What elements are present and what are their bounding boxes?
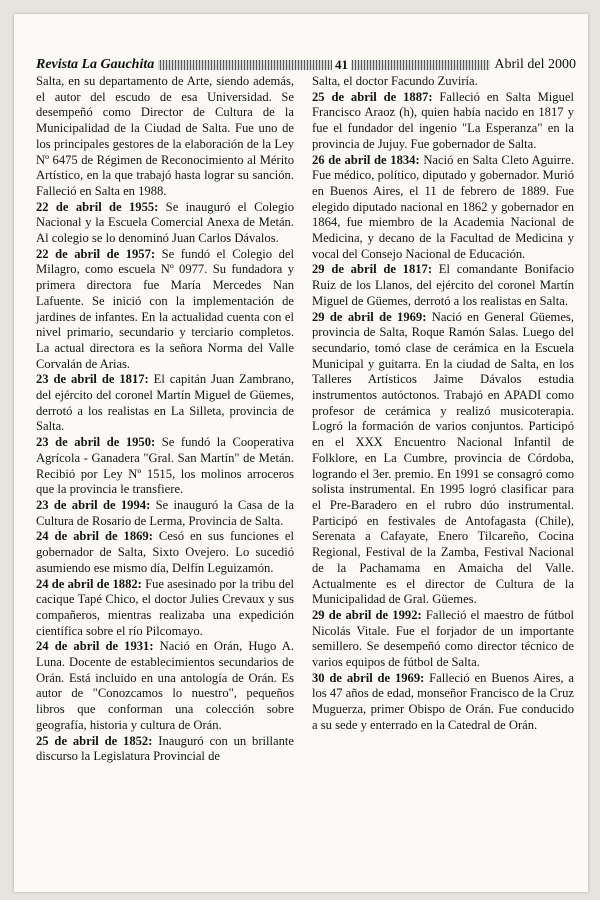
entry-text: Cesó en sus funciones el gobernador de Salta, Sixto Ovejero. Lo sucedió asumiendo ese mismo día, Delfín Leguizamón. <box>36 529 294 575</box>
header-rule <box>154 60 491 70</box>
entry-date: 29 de abril de 1992: <box>312 607 422 622</box>
ephemeris-entry <box>36 529 294 576</box>
entry-text: Se fundó el Colegio del Milagro, como escuela Nº 0977. Su fundadora y primera directora fue María Mercedes Nan Lafuente. Se inició con la implementación de jardines de infantes. En la actualidad cuenta con el nivel primario, secundario y terciario completos. La actual directora es la señora Norma del Valle Corvalán de Arias. <box>36 246 294 371</box>
left-column <box>36 74 294 765</box>
ephemeris-entry <box>36 74 294 200</box>
entry-text: Fue asesinado por la tribu del cacique Tapé Chico, el doctor Julies Crevaux y sus compañeros, mientras realizaba una expedición científica sobre el río Pilcomayo. <box>36 576 294 638</box>
entry-date: 23 de abril de 1994: <box>36 497 151 512</box>
ephemeris-entry <box>36 435 294 498</box>
ephemeris-entry <box>36 247 294 373</box>
entry-text: Falleció en Salta Miguel Francisco Araoz (h), quien había nacido en 1817 y fue el fundador del ingenio "La Esperanza" en la provincia de Jujuy. Fue gobernador de Salta. <box>312 89 574 151</box>
entry-date: 29 de abril de 1969: <box>312 309 427 324</box>
entry-text: Falleció en Buenos Aires, a los 47 años de edad, monseñor Francisco de la Cruz Muguerza, primer Obispo de Orán. Fue conducido a su sede y enterrado en la Catedral de Orán. <box>312 670 574 732</box>
ephemeris-entry <box>312 262 574 309</box>
entry-date: 24 de abril de 1931: <box>36 639 154 654</box>
ephemeris-entry <box>312 671 574 734</box>
entry-text: Salta, en su departamento de Arte, siendo además, el autor del escudo de esa Universidad. Se desempeñó como Director de Cultura de la Municipalidad de la Ciudad de Salta. Fue uno de los principales gestores de la elaboración de la Ley Nº 6475 de Régimen de Reconocimiento al Mérito Artístico, en la que trabajó hasta lograr su sanción. Falleció en Salta en 1988. <box>36 74 294 198</box>
ephemeris-entry <box>36 639 294 733</box>
ephemeris-entry <box>36 577 294 640</box>
entry-text: Se inauguró el Colegio Nacional y la Escuela Comercial Anexa de Metán. Al colegio se lo denominó Juan Carlos Dávalos. <box>36 199 294 246</box>
ephemeris-entry <box>312 310 574 608</box>
entry-text: El comandante Bonifacio Ruiz de los Llanos, del ejército del coronel Martín Miguel de Güemes, derrotó a los realistas en Salta. <box>312 262 574 308</box>
ephemeris-entry <box>312 90 574 153</box>
ephemeris-entry <box>36 734 294 765</box>
entry-date: 26 de abril de 1834: <box>312 152 420 167</box>
entry-date: 22 de abril de 1955: <box>36 199 159 214</box>
entry-text: Salta, el doctor Facundo Zuviría. <box>312 74 478 88</box>
entry-text: Se inauguró la Casa de la Cultura de Rosario de Lerma, Provincia de Salta. <box>36 497 294 528</box>
ephemeris-entry <box>36 200 294 247</box>
ephemeris-entry <box>312 153 574 263</box>
entry-text: Falleció el maestro de fútbol Nicolás Vitale. Fue el forjador de un importante semillero. Se desempeñó como director técnico de varios equipos de fútbol de Salta. <box>312 607 574 670</box>
entry-date: 24 de abril de 1869: <box>36 529 153 544</box>
ephemeris-entry <box>36 498 294 529</box>
entry-date: 23 de abril de 1950: <box>36 435 156 450</box>
entry-text: Se fundó la Cooperativa Agrícola - Ganadera "Gral. San Martín" de Metán. Recibió por Ley Nº 1515, los molinos arroceros que la provincia le transfiere. <box>36 435 294 497</box>
issue-date: Abril del 2000 <box>490 56 576 74</box>
entry-date: 22 de abril de 1957: <box>36 246 156 261</box>
ephemeris-entry <box>36 372 294 435</box>
magazine-page <box>14 14 588 892</box>
ephemeris-entry <box>312 74 574 90</box>
entry-text: El capitán Juan Zambrano, del ejército del coronel Martín Miguel de Güemes, derrotó a los realistas en La Silleta, provincia de Salta. <box>36 372 294 434</box>
entry-text: Nació en Orán, Hugo A. Luna. Docente de establecimientos secundarios de Orán. Está incluido en una antología de Orán. Es autor de "Conozcamos lo nuestro", pequeños libros que conforman una colección sobre geografía, historia y cultura de Orán. <box>36 639 294 732</box>
entry-text: Inauguró con un brillante discurso la Legislatura Provincial de <box>36 733 294 764</box>
entry-date: 25 de abril de 1852: <box>36 733 153 748</box>
entry-date: 29 de abril de 1817: <box>312 262 433 277</box>
magazine-title: Revista La Gauchita <box>36 56 158 74</box>
ephemeris-entry <box>312 608 574 671</box>
entry-date: 30 de abril de 1969: <box>312 670 425 685</box>
entry-text: Nació en Salta Cleto Aguirre. Fue médico, político, diputado y gobernador. Murió en Buenos Aires, el 11 de febrero de 1889. Fue elegido diputado nacional en 1862 y gobernador en 1864, fue miembro de la Academia Nacional de Medicina, y decano de la Facultad de Medicina y vocal del Consejo Nacional de Educación. <box>312 152 574 261</box>
page-header <box>36 56 576 74</box>
entry-date: 25 de abril de 1887: <box>312 89 433 104</box>
entry-date: 23 de abril de 1817: <box>36 372 149 387</box>
entry-date: 24 de abril de 1882: <box>36 576 142 591</box>
right-column <box>312 74 574 734</box>
page-number: 41 <box>332 56 351 74</box>
entry-text: Nació en General Güemes, provincia de Salta, Roque Ramón Salas. Luego del secundario, tomó clase de cerámica en la Escuela Municipal y guitarra. En la ciudad de Salta, en los Talleres Artísticos Jaime Dávalos estudia instrumentos autóctonos. Trabajó en APADI como profesor de cerámica y realizó musicoterapia. Logró la formación de varios conjuntos. Participó en el XXX Encuentro Nacional Infantil de Folklore, en La Cumbre, provincia de Córdoba, logrando el 3er. premio. En 1991 se consagró como solista instrumental. En 1995 logró clasificar para el Pre-Baradero en el rubro dúo instrumental. Participó en festivales de Antofagasta (Chile), Serenata a Cafayate, Enero Tilcareño, Cocina Regional, Festival de la Zamba, Festival Nacional de la Pachamama en Amaicha del Valle. Actualmente es el director de Cultura de la Municipalidad de Gral. Güemes. <box>312 309 574 607</box>
